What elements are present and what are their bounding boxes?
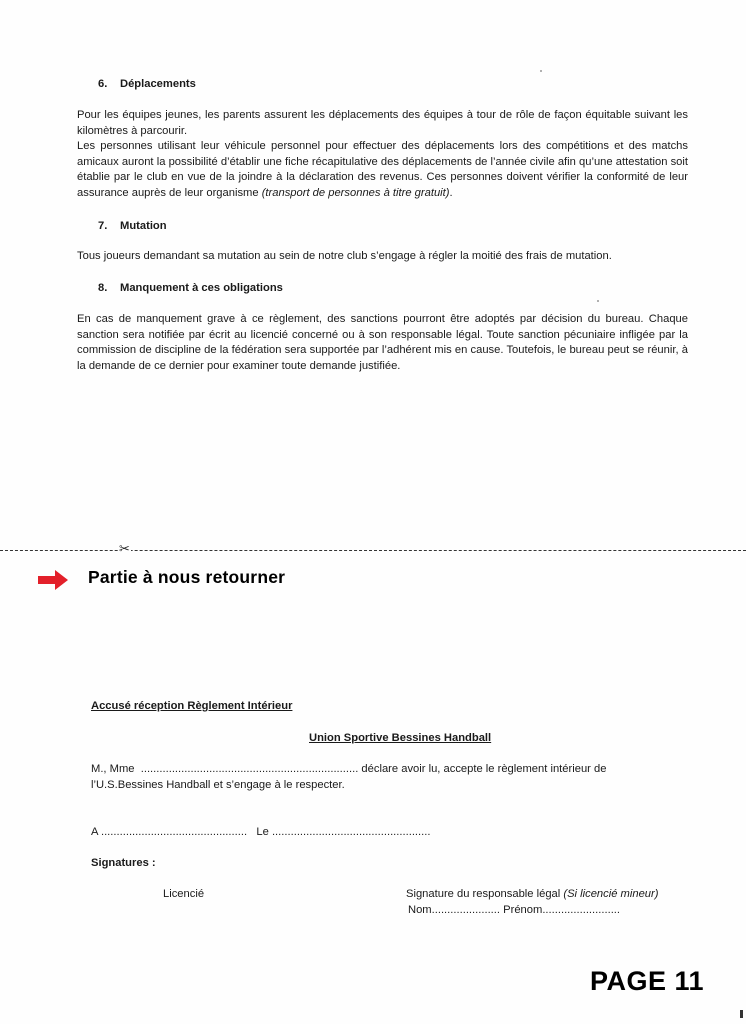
section-7-body [77,249,688,265]
paragraph: Pour les équipes jeunes, les parents assurent les déplacements des équipes à tour de rôle de façon équitable suivant les kilomètres à parcourir. [77,109,688,137]
section-number: 7. [98,220,108,232]
name-fill-field[interactable]: ...................................................................... [140,763,359,775]
section-8-body [77,312,688,374]
guardian-note: (Si licencié mineur) [563,888,659,900]
guardian-signature-block [406,887,658,918]
section-number: 8. [98,282,108,294]
paragraph: En cas de manquement grave à ce règlement, des sanctions pourront être adoptés par décision du bureau. Chaque sanction sera notifiée par écrit au licencié concerné ou à son responsable légal. Toute sanction pécuniaire infligée par la commission de discipline de la fédération sera supportée par l’adhérent mis en cause. Toutefois, le bureau peut se réunir, à la demande de ce dernier pour examiner toute demande justifiée. [77,313,688,372]
section-6-heading [98,78,196,90]
section-8-heading [98,282,283,294]
italic-note: (transport de personnes à titre gratuit) [261,186,450,199]
declaration [91,762,651,793]
scan-speck [740,1010,743,1018]
form-heading: Accusé réception Règlement Intérieur [91,700,293,712]
page-number: PAGE 11 [590,966,705,996]
guardian-name-field[interactable]: ...................... [431,903,501,916]
guardian-name-line [406,903,658,919]
paragraph: Tous joueurs demandant sa mutation au sein de notre club s’engage à régler la moitié des frais de mutation. [77,250,612,262]
licensee-signature-label: Licencié [163,888,205,900]
scissors-icon: ✂ [119,541,130,556]
section-6-body [77,108,688,202]
return-section-title: Partie à nous retourner [88,567,286,587]
declaration-prefix: M., Mme [91,763,135,775]
scan-speck [597,300,599,302]
name-label: Nom [408,903,432,916]
signatures-label: Signatures : [91,857,156,869]
guardian-firstname-field[interactable]: ......................... [542,903,621,916]
club-name: Union Sportive Bessines Handball [309,732,492,744]
firstname-label: Prénom [503,903,543,916]
section-number: 6. [98,78,108,90]
right-arrow-icon [38,570,68,590]
paragraph: Les personnes utilisant leur véhicule personnel pour effectuer des déplacements lors des compétitions et des matchs amicaux auront la possibilité d’établir une fiche récapitulative des déplacements de l’année civile afin qu’une attestation soit établie par le club en vue de la joindre à la déclaration des revenus. Ces personnes doivent vérifier la conformité de leur assurance auprès de leur organisme (transport de personnes à titre gratuit). [77,140,688,199]
place-date-line [91,825,430,841]
guardian-label-line [406,887,658,903]
section-title: Manquement à ces obligations [120,282,283,294]
place-fill-field[interactable]: ............................................... [100,826,248,838]
date-label: Le [256,826,269,838]
scan-speck [540,70,542,72]
date-fill-field[interactable]: ................................................... [271,826,431,838]
declaration-text: déclare avoir lu, accepte le règlement intérieur de l’U.S.Bessines Handball et s’engage à le respecter. [91,763,607,791]
place-label: A [91,826,98,838]
section-7-heading [98,220,167,232]
guardian-label: Signature du responsable légal [406,888,561,900]
section-title: Mutation [120,220,167,232]
section-title: Déplacements [120,78,196,90]
cut-line [0,550,746,551]
